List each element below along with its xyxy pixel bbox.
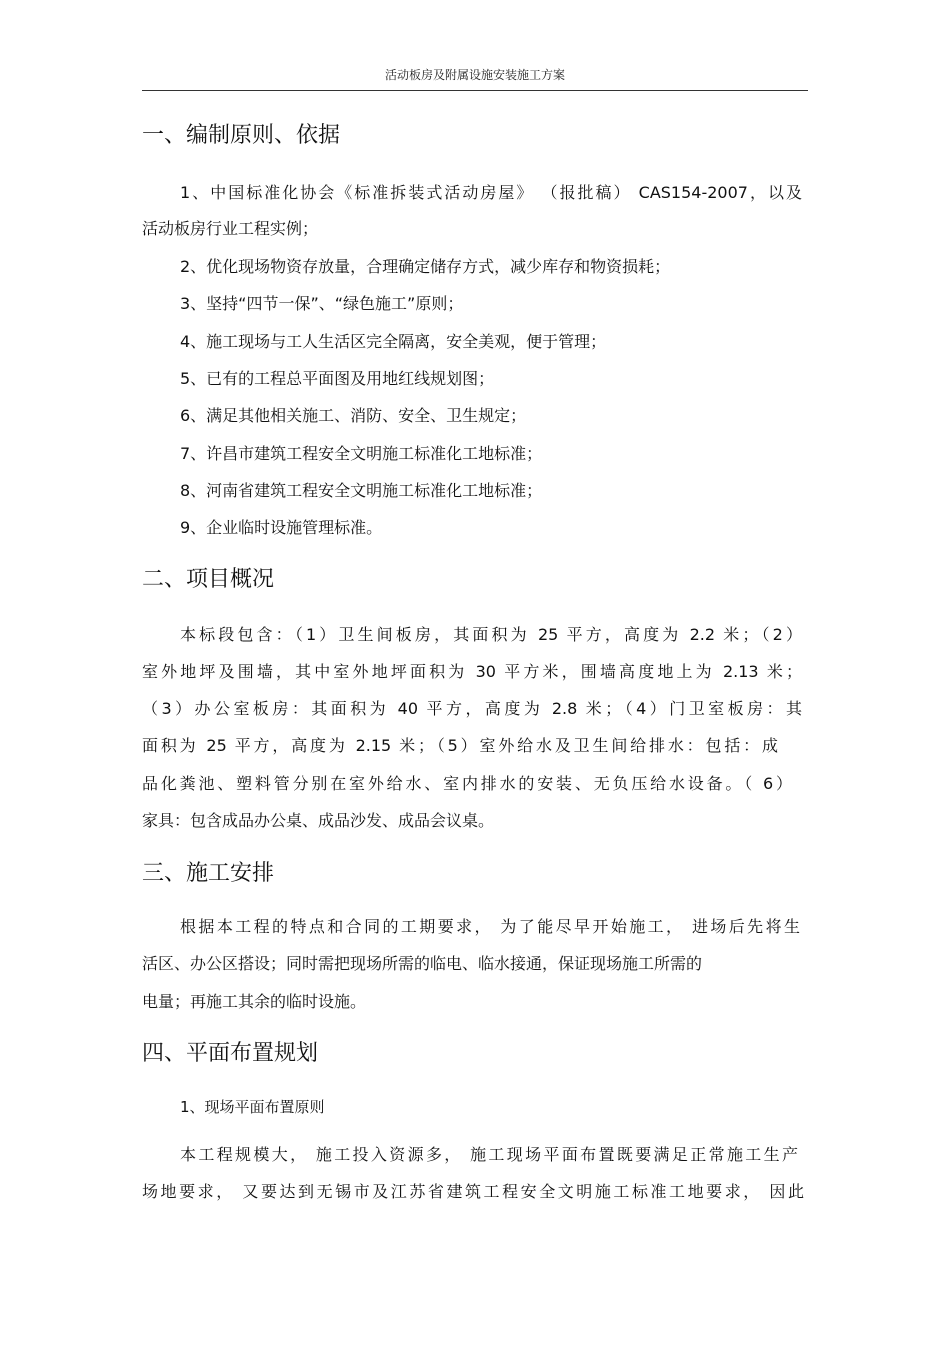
paragraph-line: 室外地坪及围墙，其中室外地坪面积为 30 平方米，围墙高度地上为 2.13 米； — [142, 662, 802, 681]
list-item: 6、满足其他相关施工、消防、安全、卫生规定； — [180, 406, 527, 425]
header-rule — [142, 90, 808, 91]
paragraph-line: 本标段包含：（1）卫生间板房，其面积为 25 平方，高度为 2.2 米；（2） — [180, 625, 802, 644]
list-item: 3、坚持“四节一保”、“绿色施工”原则； — [180, 294, 464, 313]
running-header: 活动板房及附属设施安装施工方案 — [384, 68, 565, 82]
section-heading: 三、施工安排 — [142, 861, 275, 886]
paragraph-line: 家具：包含成品办公桌、成品沙发、成品会议桌。 — [142, 811, 495, 830]
paragraph-line: 活区、办公区搭设；同时需把现场所需的临电、临水接通，保证现场施工所需的 — [142, 954, 703, 973]
list-item-continuation: 活动板房行业工程实例； — [142, 219, 319, 238]
list-item: 8、河南省建筑工程安全文明施工标准化工地标准； — [180, 481, 543, 500]
subsection-heading: 1、现场平面布置原则 — [180, 1098, 325, 1116]
paragraph-line: 本工程规模大， 施工投入资源多， 施工现场平面布置既要满足正常施工生产 — [180, 1145, 798, 1164]
list-item: 7、许昌市建筑工程安全文明施工标准化工地标准； — [180, 444, 543, 463]
paragraph-line: 面积为 25 平方，高度为 2.15 米；（5）室外给水及卫生间给排水：包括：成 — [142, 736, 778, 755]
paragraph-line: 电量；再施工其余的临时设施。 — [142, 992, 367, 1011]
section-heading: 四、平面布置规划 — [142, 1041, 319, 1066]
paragraph-line: 品化粪池、塑料管分别在室外给水、室内排水的安装、无负压给水设备。（ 6） — [142, 774, 792, 793]
section-heading: 一、编制原则、依据 — [142, 123, 341, 148]
list-item: 4、施工现场与工人生活区完全隔离，安全美观，便于管理； — [180, 332, 607, 351]
list-item: 9、企业临时设施管理标准。 — [180, 518, 383, 537]
list-item: 5、已有的工程总平面图及用地红线规划图； — [180, 369, 495, 388]
paragraph-line: （3）办公室板房：其面积为 40 平方，高度为 2.8 米；（4）门卫室板房：其 — [142, 699, 802, 718]
section-heading: 二、项目概况 — [142, 567, 275, 592]
list-item: 2、优化现场物资存放量，合理确定储存方式，减少库存和物资损耗； — [180, 257, 671, 276]
paragraph-line: 场地要求， 又要达到无锡市及江苏省建筑工程安全文明施工标准工地要求， 因此 — [142, 1182, 804, 1201]
list-item: 1、中国标准化协会《标准拆装式活动房屋》 （报批稿） CAS154-2007，以及 — [180, 183, 802, 202]
paragraph-line: 根据本工程的特点和合同的工期要求， 为了能尽早开始施工， 进场后先将生 — [180, 917, 800, 936]
